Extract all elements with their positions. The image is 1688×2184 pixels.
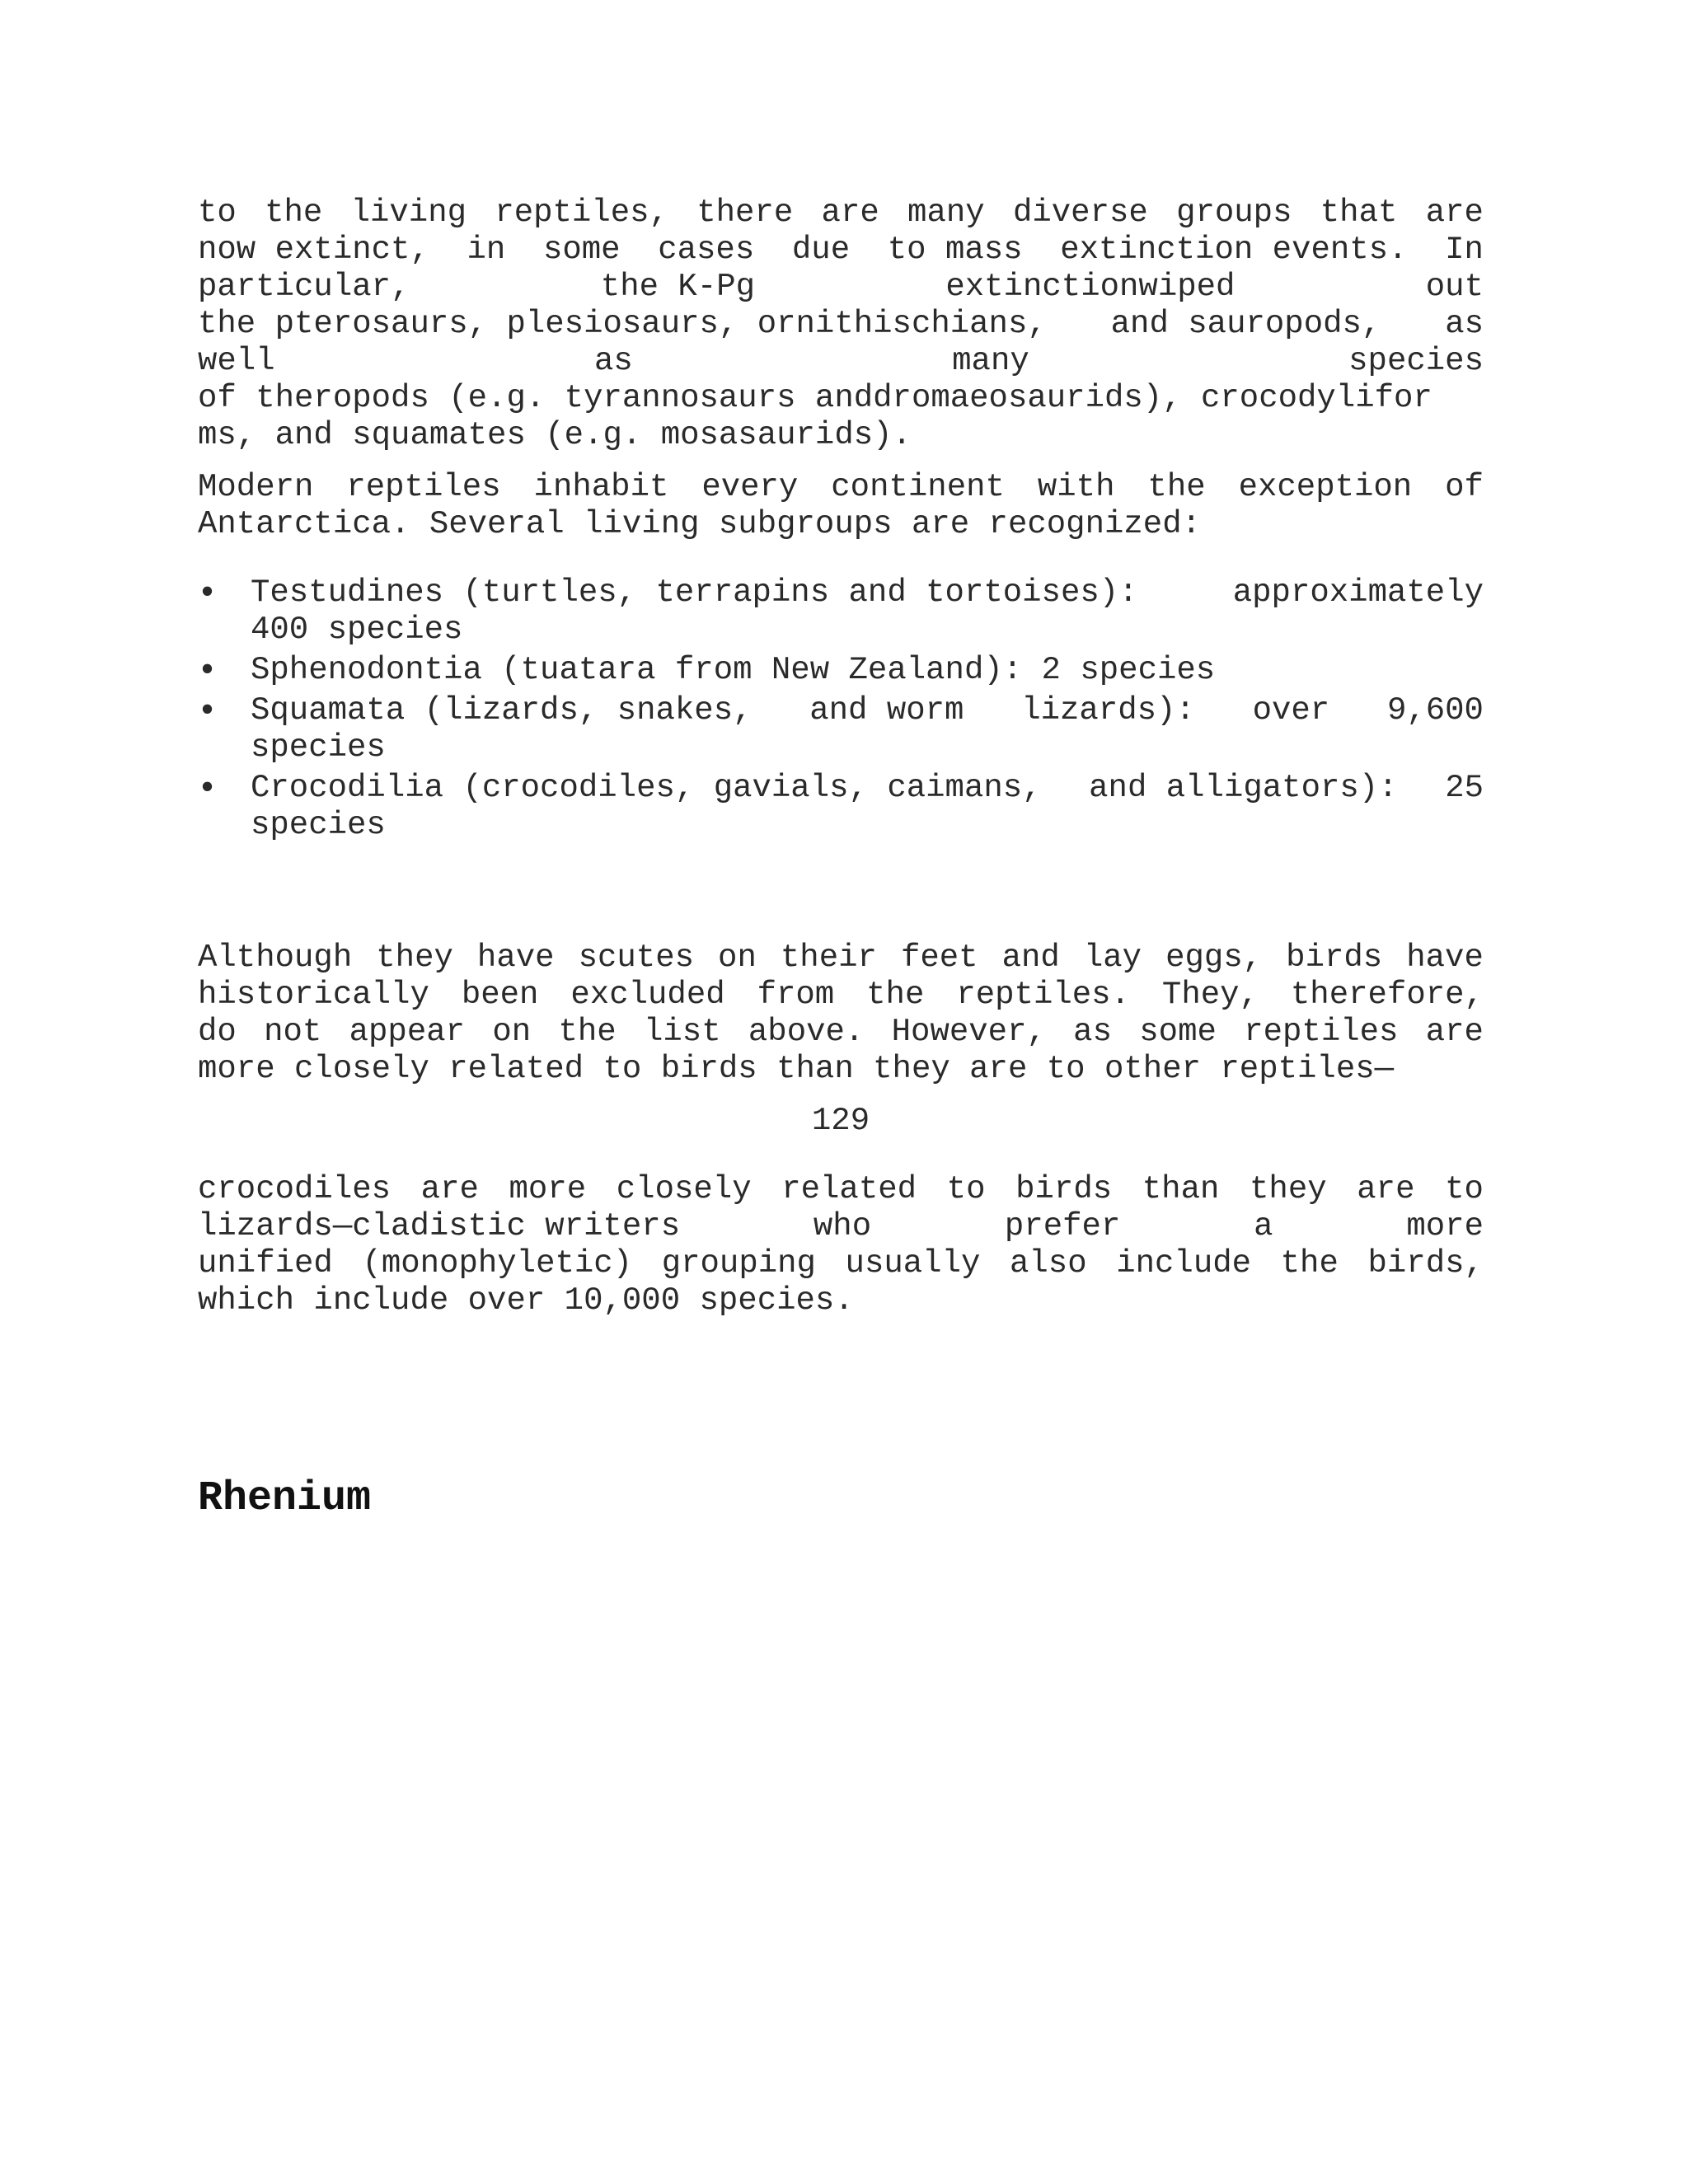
text-segment: diverse [1012, 194, 1148, 231]
text-line [198, 1208, 1484, 1245]
text-segment: Sphenodontia (tuatara from New Zealand): 2 species [251, 652, 1216, 688]
text-segment: historically [198, 977, 429, 1013]
text-segment: However, [891, 1014, 1046, 1050]
list-item [198, 574, 1484, 649]
text-segment: and [1001, 940, 1060, 976]
text-segment: 9,600 [1386, 692, 1484, 729]
text-segment: inhabit [533, 469, 669, 505]
text-segment: in [467, 232, 506, 268]
text-segment: groups [1176, 194, 1292, 231]
text-segment: Squamata (lizards, snakes, [251, 692, 753, 729]
text-segment: that [1320, 194, 1398, 231]
text-segment: from [757, 977, 835, 1013]
text-segment: the [866, 977, 925, 1013]
text-segment: Testudines (turtles, terrapins and tortoises): [251, 574, 1138, 611]
text-segment: are [821, 194, 879, 231]
text-segment: also [1009, 1245, 1087, 1282]
text-segment: birds [1015, 1171, 1113, 1207]
section-heading: Rhenium [198, 1475, 372, 1522]
text-segment: the K-Pg [600, 269, 756, 305]
text-segment: of theropods (e.g. tyrannosaurs anddromaeosaurids), crocodylifor [198, 380, 1432, 416]
text-segment: more closely related to birds than they are to other reptiles— [198, 1051, 1395, 1087]
text-segment: out [1425, 269, 1484, 305]
text-line [251, 770, 1484, 807]
document-page [198, 194, 1484, 1524]
text-segment: continent [831, 469, 1005, 505]
paragraph-cladistic [198, 1171, 1484, 1319]
paragraph-extinct-groups [198, 194, 1484, 454]
text-segment: Although [198, 940, 353, 976]
text-line [198, 977, 1484, 1014]
text-segment: with [1037, 469, 1115, 505]
text-segment: more [1406, 1208, 1484, 1244]
text-segment: a [1254, 1208, 1273, 1244]
text-segment: than [1142, 1171, 1220, 1207]
text-line [198, 306, 1484, 343]
text-segment: as [1445, 306, 1484, 342]
text-segment: are [1425, 194, 1484, 231]
text-segment: the [558, 1014, 617, 1050]
text-segment: reptiles [1244, 1014, 1399, 1050]
text-segment: the [265, 194, 323, 231]
text-line [198, 1051, 1484, 1088]
text-line [198, 1245, 1484, 1282]
bullet-icon: • [198, 574, 218, 612]
text-segment: to [946, 1171, 986, 1207]
text-segment: exception [1238, 469, 1413, 505]
text-segment: every [701, 469, 799, 505]
subgroup-list [198, 574, 1484, 844]
text-segment: as [593, 343, 633, 379]
text-segment: on [718, 940, 757, 976]
text-segment: grouping [661, 1245, 816, 1282]
text-segment: they [376, 940, 453, 976]
text-segment: 400 species [251, 612, 463, 648]
text-segment: excluded [570, 977, 725, 1013]
text-line [198, 1282, 1484, 1319]
text-line [198, 940, 1484, 977]
text-line [198, 232, 1484, 269]
text-segment: eggs, [1165, 940, 1263, 976]
text-segment: are [420, 1171, 479, 1207]
text-segment: reptiles [346, 469, 501, 505]
text-segment: to [1445, 1171, 1484, 1207]
text-segment: reptiles. [956, 977, 1130, 1013]
text-segment: over [1252, 692, 1330, 729]
text-segment: Modern [198, 469, 314, 505]
text-segment: their [780, 940, 877, 976]
text-segment: scutes [578, 940, 695, 976]
text-segment: ms, and squamates (e.g. mosasaurids). [198, 417, 912, 453]
text-segment: been [461, 977, 539, 1013]
text-segment: the [1280, 1245, 1339, 1282]
text-segment: appear [349, 1014, 466, 1050]
text-segment: unified [198, 1245, 333, 1282]
text-segment: lizards—cladistic writers [198, 1208, 681, 1244]
text-segment: to mass [887, 232, 1023, 268]
text-segment: crocodiles [198, 1171, 392, 1207]
text-segment: and worm [809, 692, 964, 729]
text-line [198, 343, 1484, 380]
text-line [198, 380, 1484, 417]
text-segment: and sauropods, [1110, 306, 1381, 342]
text-segment: have [476, 940, 555, 976]
text-segment: They, [1161, 977, 1259, 1013]
text-segment: there [696, 194, 794, 231]
text-segment: 25 [1445, 770, 1484, 806]
text-segment: lay [1083, 940, 1142, 976]
text-segment: species [1348, 343, 1484, 379]
list-item [198, 770, 1484, 844]
paragraph-modern-reptiles [198, 469, 1484, 543]
text-line [251, 652, 1484, 689]
text-segment: many [952, 343, 1029, 379]
text-segment: approximately [1232, 574, 1484, 611]
text-segment: In [1445, 232, 1484, 268]
text-segment: particular, [198, 269, 410, 305]
text-segment: usually [845, 1245, 981, 1282]
text-segment: now extinct, [198, 232, 429, 268]
text-segment: birds [1286, 940, 1383, 976]
text-segment: they [1250, 1171, 1327, 1207]
bullet-icon: • [198, 692, 218, 729]
text-segment: closely [616, 1171, 752, 1207]
text-segment: more [509, 1171, 587, 1207]
text-line [198, 269, 1484, 306]
list-item [198, 652, 1484, 689]
text-line [198, 194, 1484, 232]
text-segment: which include over 10,000 species. [198, 1282, 854, 1319]
text-segment: cases [658, 232, 755, 268]
bullet-icon: • [198, 652, 218, 689]
text-segment: the [1147, 469, 1206, 505]
text-segment: species [251, 729, 386, 766]
text-segment: living [350, 194, 467, 231]
text-line [251, 612, 1484, 649]
text-segment: to [198, 194, 237, 231]
text-segment: therefore, [1290, 977, 1484, 1013]
paragraph-birds [198, 940, 1484, 1088]
text-segment: do [198, 1014, 237, 1050]
text-segment: include [1116, 1245, 1252, 1282]
text-segment: some [542, 232, 621, 268]
text-segment: of [1445, 469, 1484, 505]
page-number: 129 [811, 1103, 870, 1139]
text-segment: reptiles, [495, 194, 668, 231]
text-segment: Antarctica. Several living subgroups are recognized: [198, 506, 1201, 542]
text-segment: are [1357, 1171, 1415, 1207]
text-segment: and alligators): [1089, 770, 1398, 806]
text-segment: many [907, 194, 985, 231]
text-line [198, 417, 1484, 454]
text-segment: prefer [1004, 1208, 1121, 1244]
text-segment: are [1425, 1014, 1484, 1050]
text-segment: well [198, 343, 275, 379]
text-line [251, 807, 1484, 844]
text-segment: who [813, 1208, 872, 1244]
text-line [198, 469, 1484, 506]
text-segment: related [781, 1171, 917, 1207]
text-line [198, 1171, 1484, 1208]
text-line [251, 574, 1484, 612]
text-line [198, 1014, 1484, 1051]
text-segment: some [1139, 1014, 1217, 1050]
text-segment: list [643, 1014, 721, 1050]
text-line [251, 692, 1484, 729]
text-segment: extinction events. [1060, 232, 1408, 268]
text-segment: extinctionwiped [945, 269, 1236, 305]
text-segment: have [1406, 940, 1484, 976]
list-item [198, 692, 1484, 766]
text-segment: not [264, 1014, 322, 1050]
text-line [251, 729, 1484, 766]
text-segment: as [1073, 1014, 1112, 1050]
text-segment: species [251, 807, 386, 843]
text-segment: lizards): [1021, 692, 1195, 729]
text-segment: the pterosaurs, plesiosaurs, ornithischians, [198, 306, 1047, 342]
text-line [198, 506, 1484, 543]
text-segment: due [791, 232, 851, 268]
text-segment: above. [748, 1014, 865, 1050]
text-segment: feet [900, 940, 978, 976]
text-segment: on [492, 1014, 532, 1050]
text-segment: birds, [1367, 1245, 1484, 1282]
text-segment: Crocodilia (crocodiles, gavials, caimans, [251, 770, 1042, 806]
text-segment: (monophyletic) [362, 1245, 633, 1282]
bullet-icon: • [198, 770, 218, 807]
